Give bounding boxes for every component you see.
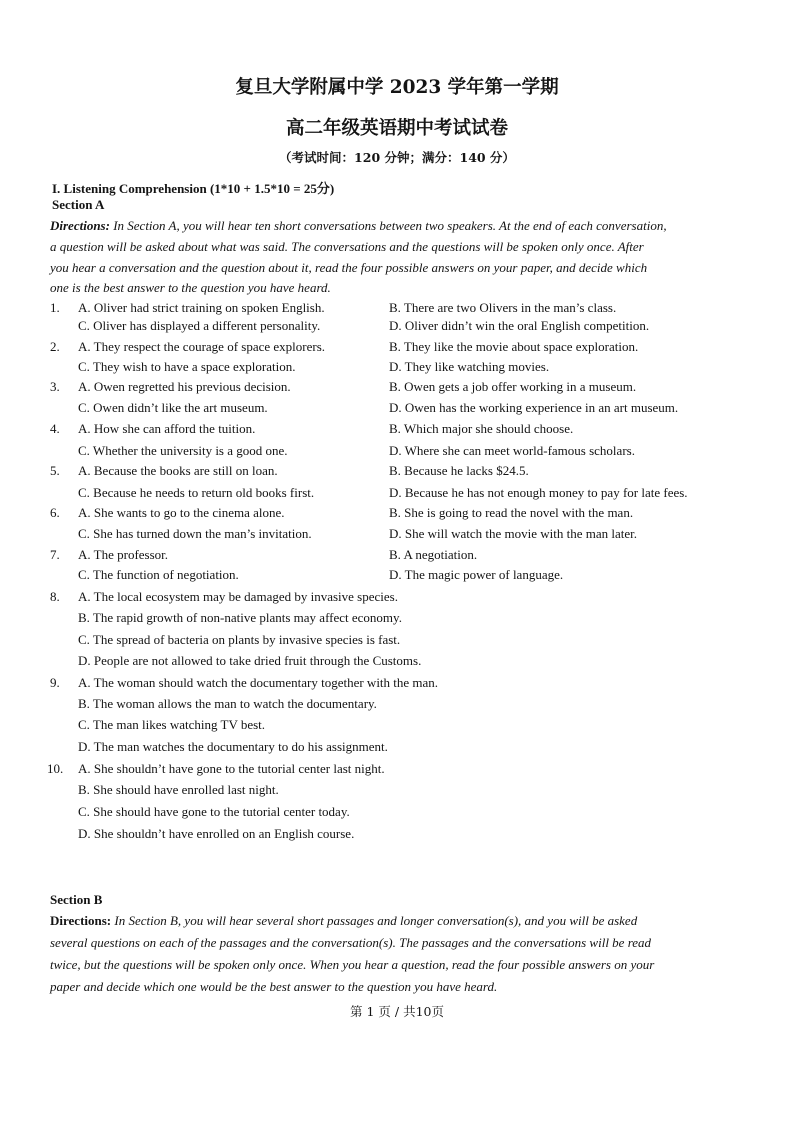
- question-row: [0, 632, 794, 653]
- option-b: B. Owen gets a job offer working in a museum.: [389, 379, 637, 394]
- question-number: 1.: [50, 300, 60, 315]
- question-row: [0, 610, 794, 631]
- option-c: C. Owen didn’t like the art museum.: [78, 400, 268, 415]
- question-row: [0, 717, 794, 738]
- option-b: B. A negotiation.: [389, 547, 478, 562]
- option-b: B. The woman allows the man to watch the documentary.: [78, 696, 377, 711]
- question-number: 3.: [50, 379, 60, 394]
- option-b: B. Because he lacks $24.5.: [389, 463, 529, 478]
- question-number: 10.: [47, 761, 64, 776]
- question-row: [0, 505, 794, 526]
- question-row: [0, 547, 794, 568]
- question-row: [0, 826, 794, 847]
- option-a: A. Oliver had strict training on spoken English.: [78, 300, 325, 315]
- question-row: [0, 400, 794, 421]
- option-c: C. She has turned down the man’s invitation.: [78, 526, 312, 541]
- option-a: A. The local ecosystem may be damaged by invasive species.: [78, 589, 398, 604]
- option-a: A. They respect the courage of space explorers.: [78, 339, 326, 354]
- option-a: A. How she can afford the tuition.: [78, 421, 256, 436]
- exam-info: （考试时间：120 分钟；满分：140 分）: [279, 150, 515, 165]
- option-a: A. Because the books are still on loan.: [78, 463, 278, 478]
- option-a: A. Owen regretted his previous decision.: [78, 379, 291, 394]
- question-row: [0, 318, 794, 339]
- question-row: [0, 804, 794, 825]
- sectionB-heading: Section B: [50, 892, 103, 907]
- exam-title-paper: 高二年级英语期中考试试卷: [285, 118, 508, 139]
- option-c: C. The man likes watching TV best.: [78, 717, 266, 732]
- question-number: 4.: [50, 421, 60, 436]
- sectionA-directions-line: a question will be asked about what was said. The conversations and the questions will be spoken only once. After: [50, 239, 644, 254]
- sectionA-directions-line: one is the best answer to the question you have heard.: [50, 280, 331, 295]
- question-row: [0, 653, 794, 674]
- sectionB-directions-line: paper and decide which one would be the best answer to the question you have heard.: [50, 979, 498, 994]
- question-row: [0, 761, 794, 782]
- question-row: [0, 359, 794, 380]
- question-row: [0, 739, 794, 760]
- question-row: [0, 421, 794, 442]
- option-d: D. The man watches the documentary to do his assignment.: [78, 739, 388, 754]
- option-d: D. She will watch the movie with the man later.: [389, 526, 638, 541]
- option-d: D. People are not allowed to take dried fruit through the Customs.: [78, 653, 422, 668]
- option-a: A. She shouldn’t have gone to the tutorial center last night.: [78, 761, 385, 776]
- option-d: D. The magic power of language.: [389, 567, 564, 582]
- question-row: [0, 567, 794, 588]
- option-b: B. She is going to read the novel with the man.: [389, 505, 634, 520]
- question-row: [0, 485, 794, 506]
- option-d: D. Because he has not enough money to pay for late fees.: [389, 485, 688, 500]
- option-c: C. They wish to have a space exploration.: [78, 359, 296, 374]
- option-d: D. Owen has the working experience in an art museum.: [389, 400, 679, 415]
- option-b: B. Which major she should choose.: [389, 421, 574, 436]
- option-b: B. She should have enrolled last night.: [78, 782, 279, 797]
- directions-label: Directions:: [50, 218, 110, 233]
- option-c: C. The spread of bacteria on plants by invasive species is fast.: [78, 632, 401, 647]
- sectionB-directions-line: several questions on each of the passages and the conversation(s). The passages and the conversations will be read: [50, 935, 652, 950]
- option-b: B. They like the movie about space exploration.: [389, 339, 639, 354]
- directions-label: Directions:: [50, 913, 112, 928]
- question-row: [0, 675, 794, 696]
- option-d: D. They like watching movies.: [389, 359, 550, 374]
- exam-title-school: 复旦大学附属中学 2023 学年第一学期: [235, 77, 559, 98]
- page-indicator: 第 1 页 / 共10页: [350, 1004, 444, 1019]
- sectionA-heading: Section A: [52, 197, 105, 212]
- option-d: D. Where she can meet world-famous scholars.: [389, 443, 635, 458]
- question-number: 8.: [50, 589, 60, 604]
- question-row: [0, 463, 794, 484]
- option-c: C. She should have gone to the tutorial center today.: [78, 804, 350, 819]
- option-c: C. Because he needs to return old books first.: [78, 485, 315, 500]
- option-b: B. There are two Olivers in the man’s class.: [389, 300, 617, 315]
- question-row: [0, 782, 794, 803]
- sectionB-directions-line: twice, but the questions will be spoken only once. When you hear a question, read the four possible answers on your: [50, 957, 655, 972]
- option-c: C. The function of negotiation.: [78, 567, 239, 582]
- question-number: 5.: [50, 463, 60, 478]
- option-b: B. The rapid growth of non-native plants may affect economy.: [78, 610, 402, 625]
- option-c: C. Whether the university is a good one.: [78, 443, 288, 458]
- question-row: [0, 696, 794, 717]
- sectionA-directions-line: Directions: In Section A, you will hear ten short conversations between two speakers. At the end of each conversation,: [50, 218, 667, 233]
- question-row: [0, 443, 794, 464]
- question-number: 9.: [50, 675, 60, 690]
- question-number: 6.: [50, 505, 60, 520]
- question-number: 7.: [50, 547, 60, 562]
- option-a: A. The woman should watch the documentary together with the man.: [78, 675, 439, 690]
- question-row: [0, 379, 794, 400]
- question-number: 2.: [50, 339, 60, 354]
- sectionA-directions-line: you hear a conversation and the question about it, read the four possible answers on your paper, and decide which: [50, 260, 648, 275]
- option-d: D. She shouldn’t have enrolled on an English course.: [78, 826, 355, 841]
- sectionB-directions-line: Directions: In Section B, you will hear several short passages and longer conversation(s), and you will be asked: [50, 913, 638, 928]
- option-a: A. She wants to go to the cinema alone.: [78, 505, 285, 520]
- option-c: C. Oliver has displayed a different personality.: [78, 318, 321, 333]
- question-row: [0, 339, 794, 360]
- question-row: [0, 526, 794, 547]
- option-d: D. Oliver didn’t win the oral English competition.: [389, 318, 650, 333]
- part1-heading: I. Listening Comprehension (1*10 + 1.5*10 = 25分): [52, 181, 335, 196]
- option-a: A. The professor.: [78, 547, 169, 562]
- question-row: [0, 589, 794, 610]
